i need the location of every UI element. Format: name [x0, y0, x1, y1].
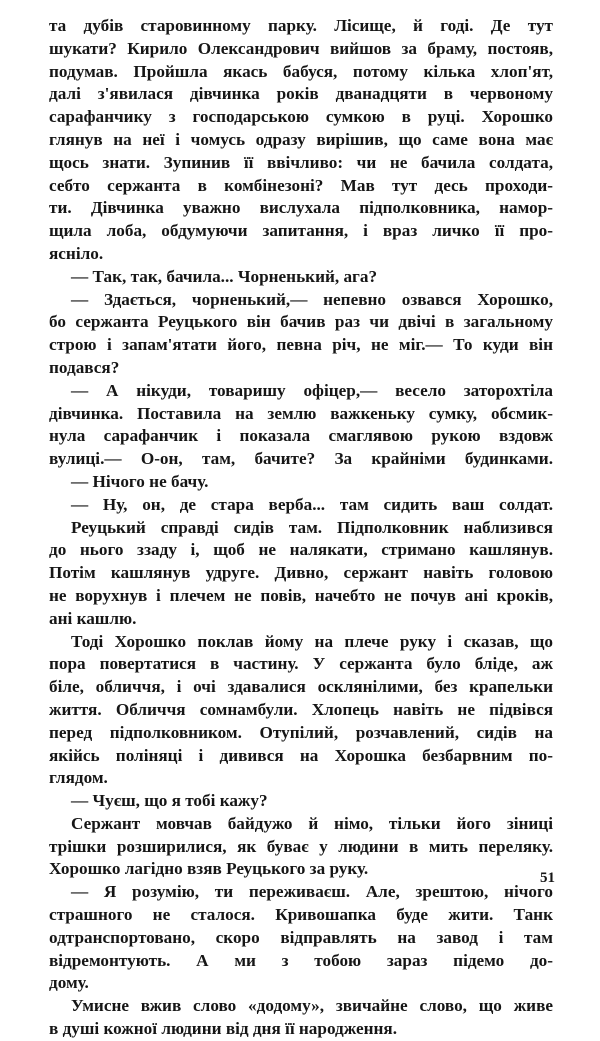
page-text	[49, 15, 553, 1041]
text-line: біле, обличчя, і очі здавалися осклянілими, без крапельки	[49, 677, 553, 697]
text-line: — Нічого не бачу.	[71, 471, 209, 491]
text-line: життя. Обличчя сомнамбули. Хлопець навіть не підвівся	[49, 699, 553, 719]
text-line: — А нікуди, товаришу офіцер,— весело заторохтіла	[71, 380, 553, 400]
text-line: перед підполковником. Отупілий, розчавлений, сидів на	[49, 722, 553, 742]
text-line: до нього ззаду і, щоб не налякати, стримано кашлянув.	[49, 540, 553, 560]
text-line: Сержант мовчав байдужо й німо, тільки його зіниці	[71, 813, 553, 833]
text-line: якійсь поліняці і дивився на Хорошка безбарвним по-	[49, 745, 553, 765]
text-line: пора повертатися в частину. У сержанта було бліде, аж	[49, 654, 553, 674]
text-line: ти. Дівчинка уважно вислухала підполковника, намор-	[49, 198, 553, 218]
text-line: щось знати. Зупинив її ввічливо: чи не бачила солдата,	[49, 152, 553, 172]
text-line: далі з'явилася дівчинка років дванадцяти в червоному	[49, 84, 553, 104]
text-line: не ворухнув і плечем не повів, начебто не почув ані кроків,	[49, 585, 553, 605]
text-line: — Я розумію, ти переживаєш. Але, зрештою, нічого	[71, 882, 553, 902]
text-line: одтранспортовано, скоро відправлять на завод і там	[49, 927, 553, 947]
text-line: дівчинка. Поставила на землю важкеньку сумку, обсмик-	[49, 403, 553, 423]
text-line: ясніло.	[49, 243, 104, 263]
text-line: Хорошко лагідно взяв Реуцького за руку.	[49, 859, 369, 879]
text-line: ані кашлю.	[49, 608, 137, 628]
text-line: страшного не сталося. Кривошапка буде жити. Танк	[49, 905, 553, 925]
text-line: — Чуєш, що я тобі кажу?	[71, 791, 268, 811]
text-line: Тоді Хорошко поклав йому на плече руку і сказав, що	[71, 631, 553, 651]
text-line: Реуцький справді сидів там. Підполковник наблизився	[71, 517, 553, 537]
text-line: та дубів старовинному парку. Лісище, й годі. Де тут	[49, 16, 553, 35]
text-line: Потім кашлянув удруге. Дивно, сержант навіть головою	[49, 563, 553, 583]
text-line: себто сержанта в комбінезоні? Мав тут десь проходи-	[49, 175, 553, 195]
text-line: щила лоба, обдумуючи запитання, і враз личко її про-	[49, 221, 553, 241]
text-line: — Ну, он, де стара верба... там сидить ваш солдат.	[71, 494, 553, 514]
text-line: дому.	[49, 973, 89, 993]
text-line: в душі кожної людини від дня її народження.	[49, 1019, 398, 1039]
text-line: трішки розширилися, як буває у людини в мить переляку.	[49, 836, 553, 856]
text-line: шукати? Кирило Олександрович вийшов за браму, постояв,	[49, 38, 553, 58]
page-number: 51	[540, 870, 555, 886]
text-line: сарафанчику з господарською сумкою в руці. Хорошко	[49, 107, 553, 127]
text-line: глянув на неї і чомусь одразу вирішив, що саме вона має	[49, 129, 553, 149]
text-line: подався?	[49, 357, 120, 377]
text-line: нула сарафанчик і показала смаглявою рукою вздовж	[49, 426, 553, 446]
text-line: — Так, так, бачила... Чорненький, ага?	[71, 266, 378, 286]
text-line: — Здається, чорненький,— непевно озвався Хорошко,	[71, 289, 553, 309]
text-line: строю і запам'ятати його, певна річ, не міг.— То куди він	[49, 335, 553, 355]
text-line: подумав. Пройшла якась бабуся, потому кілька хлоп'ят,	[49, 61, 553, 81]
text-line: бо сержанта Реуцького він бачив раз чи двічі в загальному	[49, 312, 553, 332]
text-line: Умисне вжив слово «додому», звичайне слово, що живе	[71, 996, 553, 1016]
text-line: відремонтують. А ми з тобою зараз підемо до-	[49, 950, 553, 970]
text-line: глядом.	[49, 768, 108, 788]
text-line: вулиці.— О-он, там, бачите? За крайніми будинками.	[49, 449, 553, 469]
